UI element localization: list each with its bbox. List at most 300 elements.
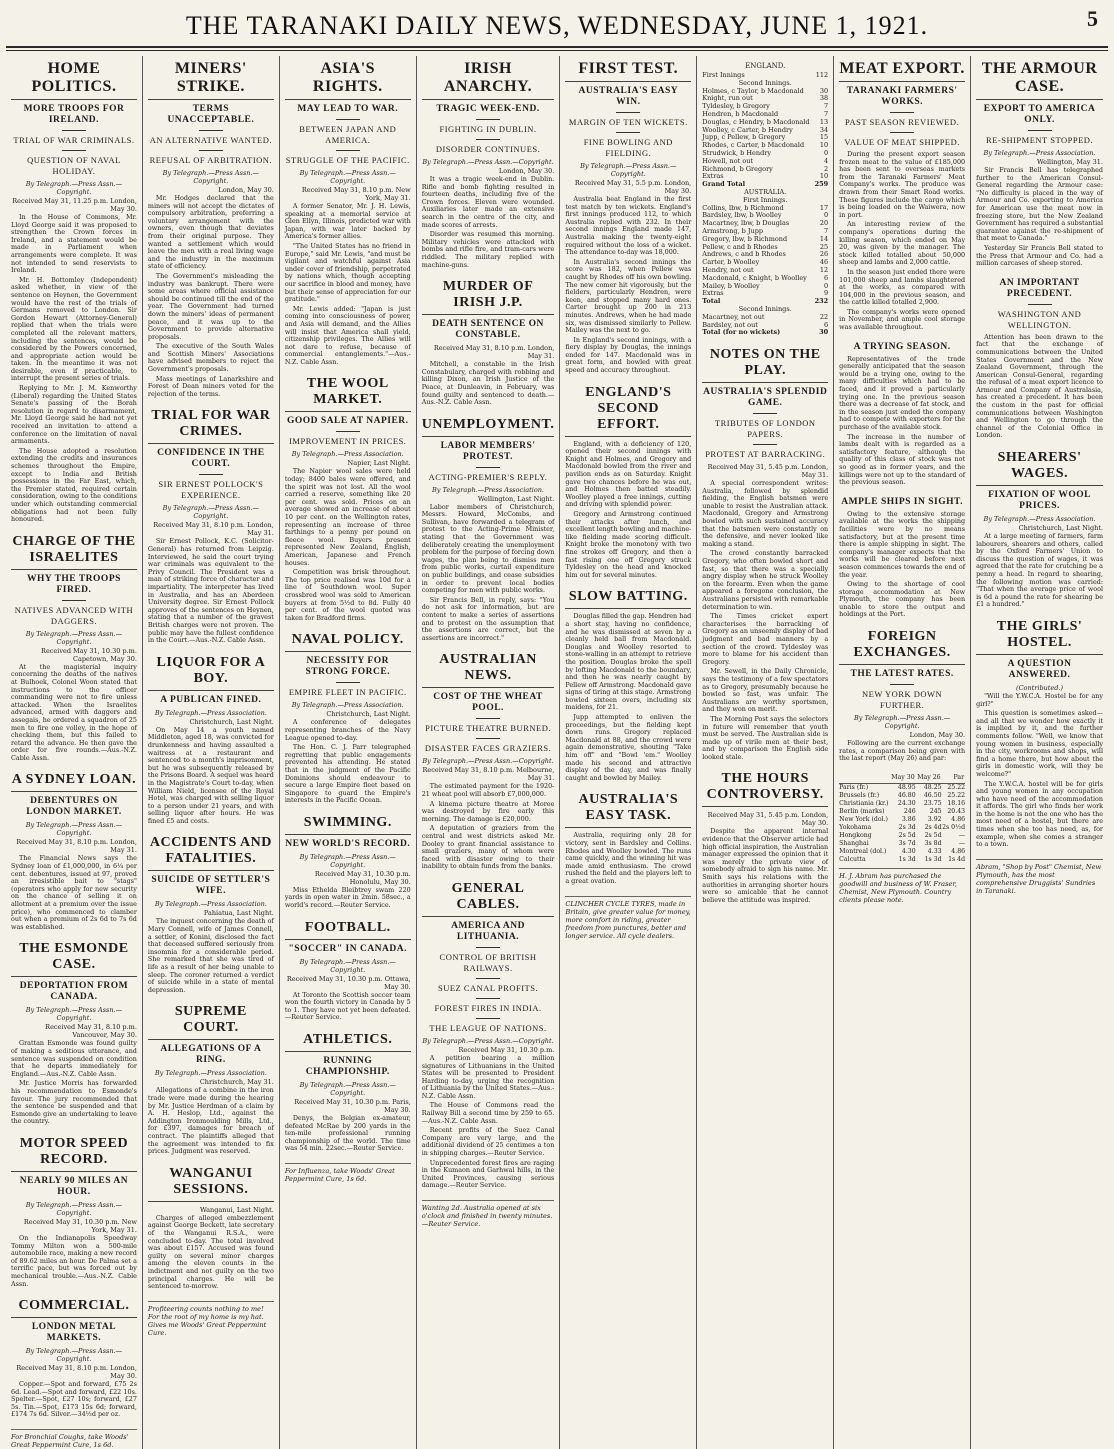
- subheading: NEARLY 90 MILES AN HOUR.: [19, 1175, 129, 1197]
- article: [285, 60, 411, 366]
- page-number: 5: [1087, 6, 1098, 31]
- paragraph: The Financial News says the Sydney loan of £1,000,000, in 6¼ per cent. debentures, issued at 97, proved an irresistible bait to "stags" (operators who apply for new security on the chance of selling it on allotment at a premium over the issue price), who commenced to clamber out when a premium of 2s 6d to 7s 6d was established.: [11, 854, 137, 931]
- divider: [476, 1018, 500, 1019]
- dateline: Received May 31, 8.10 p.m. New York, May 31.: [301, 186, 411, 202]
- subheading: PROTEST AT BARRACKING.: [705, 449, 826, 460]
- article: [11, 941, 137, 1126]
- dateline: Christchurch, Last Night.: [189, 717, 274, 726]
- paragraph: Owing to the shortage of cool storage accommodation at New Plymouth, the company has been unable to store the output and holdings at the Port.: [839, 580, 966, 619]
- advertisement: H. J. Abram has purchased the goodwill and business of W. Fraser, Chemist, New Plymouth. Country clients please note.: [839, 868, 965, 904]
- dateline: Received May 31, 10.30 p.m. Paris, May 30.: [294, 1098, 411, 1115]
- scorecard-title: ENGLAND.: [745, 62, 786, 70]
- dateline: London, May 30.: [218, 186, 274, 194]
- exchange-cell: 2s 5d: [924, 831, 942, 839]
- subheading: REFUSAL OF ARBITRATION.: [149, 155, 273, 165]
- paragraph: The inquest concerning the death of Mary Connell, wife of James Connell, a settler, of Konini, disclosed the fact that deceased suffered seriously from insomnia for a considerable period. She remarked that she was tired of life as a result of her being unable to sleep. The coroner returned a verdict of suicide while in a state of mental depression.: [147, 917, 274, 994]
- headline: LIQUOR FOR A BOY.: [148, 655, 274, 691]
- byline: By Telegraph.—Press Association.: [154, 900, 267, 909]
- divider: [336, 682, 360, 683]
- subheading: SIR ERNEST POLLOCK'S EXPERIENCE.: [158, 479, 264, 501]
- subheading: TRIAL OF WAR CRIMINALS.: [13, 135, 135, 145]
- exchange-header: [839, 773, 965, 784]
- dateline: Received May 31, 8.10 p.m. Melbourne, May 31.: [422, 766, 555, 783]
- exchange-cell: 25.22: [947, 791, 966, 799]
- batsman-runs: 0: [824, 148, 829, 157]
- exchange-cell: 2s 4d: [924, 823, 942, 831]
- advertisement: Profiteering counts nothing to me! For the root of my home is my hat. Gives me Woods' Great Peppermint Cure.: [148, 1301, 274, 1337]
- scorecard: [702, 62, 828, 337]
- divider: [62, 150, 86, 151]
- headline: FOREIGN EXCHANGES.: [839, 629, 965, 665]
- paragraph: A kinema picture theatre at Moree was destroyed by fire early this morning. The damage is £20,000.: [421, 799, 555, 823]
- paragraph: Mass meetings of Lanarkshire and Forest of Dean miners voted for the rejection of the terms.: [147, 374, 274, 398]
- advertisement: Abram, "Shop by Post" Chemist, New Plymouth, has the most comprehensive Druggists' Sundries in Taranaki.: [976, 859, 1103, 895]
- advertisement: For Bronchial Coughs, take Woods' Great Peppermint Cure, 1s 6d.: [11, 1429, 137, 1449]
- subheading: THE LEAGUE OF NATIONS.: [429, 1022, 547, 1033]
- subheading: PICTURE THEATRE BURNED.: [425, 723, 551, 734]
- headline: FOOTBALL.: [285, 920, 411, 940]
- dateline: Christchurch, Last Night.: [1018, 524, 1103, 533]
- subheading: CONFIDENCE IN THE COURT.: [157, 448, 265, 470]
- dateline: Wanganui, Last Night.: [200, 1205, 274, 1214]
- article: [148, 1166, 274, 1291]
- divider: [199, 130, 223, 131]
- divider: [616, 132, 640, 133]
- divider: [616, 112, 640, 113]
- batsman-name: Bardsley, lbw, b Woolley: [702, 211, 782, 220]
- exchange-cell: Calcutta: [839, 855, 866, 863]
- batsman-runs: 6: [824, 273, 829, 282]
- batsman-runs: 2: [824, 164, 829, 173]
- table-row: [839, 808, 965, 816]
- exchange-cell: Paris (fr.): [839, 783, 869, 791]
- paragraph: Following are the current exchange rates, a comparison being given with the last report (May 26) and par:: [839, 739, 966, 763]
- article: [565, 385, 691, 580]
- subheading: WASHINGTON AND WELLINGTON.: [997, 308, 1082, 330]
- table-row: [839, 840, 965, 848]
- article: [285, 815, 411, 910]
- headline: THE ARMOUR CASE.: [976, 60, 1103, 100]
- headline: ASIA'S RIGHTS.: [285, 60, 411, 100]
- batsman-name: Holmes, c Taylor, b Macdonald: [702, 86, 804, 95]
- subheading: DISASTER FACES GRAZIERS.: [424, 743, 552, 754]
- exchange-cell: 48.25: [923, 783, 942, 791]
- exchange-cell: Brussels (fr.): [839, 791, 880, 799]
- divider: [476, 139, 500, 140]
- dateline: Napier, Last Night.: [347, 459, 411, 468]
- paragraph: The company's works were opened in November, and ample cool storage was available throughout.: [839, 307, 966, 332]
- headline: NAVAL POLICY.: [285, 632, 411, 652]
- exchange-cell: 246: [903, 807, 916, 815]
- subheading: DEATH SENTENCE ON CONSTABLE.: [432, 319, 544, 341]
- paragraph: A conference of delegates representing branches of the Navy League opened to-day.: [284, 718, 411, 742]
- table-row: [839, 856, 965, 864]
- innings-label: Second Innings.: [738, 78, 792, 87]
- headline: ACCIDENTS AND FATALITIES.: [148, 835, 274, 871]
- paragraph: Competition was brisk throughout. The top price realised was 10d for a line of Southdown wool. Super crossbred wool was sold to American buyers at from 5½d to 8d. Fully 40 per cent. of the wool quoted was taken for Bradford firms.: [284, 568, 411, 622]
- exchange-table: [839, 773, 965, 864]
- exchange-cell: 4.86: [951, 847, 966, 855]
- dateline: London, May 30.: [909, 731, 966, 740]
- paragraph: Mitchell, a constable in the Irish Constabulary, charged with robbing and killing Dixon, an Irish Justice of the Peace, at Dunleavin, in February, was found guilty and sentenced to death.—Aus.-N.Z. Cable Assn.: [421, 360, 555, 407]
- paragraph: The House adopted a resolution extending the credits and insurances schemes throughout the Empire, except to India and British possessions in the Far East, which, the Premier stated, required certain consideration, owing to the conditions under which outstanding commercial obligations had not been fully honoured.: [11, 446, 137, 524]
- column-7: [834, 56, 971, 1449]
- batsman-name: Andrews, c and b Rhodes: [702, 250, 786, 259]
- paragraph: "The United States has no friend in Europe," said Mr. Lewis, "and must be vigilant and watchful against Asia under cover of friendship, perpetrated by nations which, though accepting our sacrifice in blood and money, have but their sense of appreciation for our gratitude.": [284, 241, 411, 304]
- paragraph: The Y.W.C.A. hostel will be for girls and young women in any occupation who have need of the accommodation it affords. The girl who finds her work in the home is not the one who has the most need of a hostel, but there are times when she too has need, as, for example, when she comes a stranger to a town.: [976, 779, 1103, 849]
- subheading: NEW YORK DOWN FURTHER.: [862, 689, 943, 711]
- subheading: SUICIDE OF SETTLER'S WIFE.: [151, 875, 271, 897]
- exchange-cell: 4.33: [927, 847, 942, 855]
- batsman-runs: 7: [824, 226, 829, 235]
- headline: MURDER OF IRISH J.P.: [422, 279, 555, 315]
- subheading: MAY LEAD TO WAR.: [297, 104, 399, 114]
- paragraph: In the season just ended there were 101,000 sheep and lambs slaughtered at the works, as compared with 104,000 in the previous season, and the cattle killed totalled 2,900.: [839, 267, 966, 307]
- divider: [476, 467, 500, 468]
- paragraph: At a large meeting of farmers, farm labourers, shearers and others, called by the Oxford Farmers' Union to discuss the question of wages, it was agreed that the rate for crutching be a penny a head. In regard to shearing, the following motion was carried: "That when the average price of wool is 6d a pound the rate for shearing be £1 a hundred.": [976, 532, 1103, 609]
- article: [422, 417, 555, 643]
- paragraph: The executive of the South Wales and Scottish Miners' Associations have advised members to reject the Government's proposals.: [147, 342, 274, 374]
- advertisement: For Influenza, take Woods' Great Peppermint Cure, 1s 6d.: [285, 1163, 411, 1183]
- exchange-cell: Christiania (kr.): [839, 799, 889, 807]
- byline: By Telegraph.—Press Assn.—Copyright.: [299, 852, 396, 869]
- paragraph: Mr. Lewis added: "Japan is just coming into consciousness of power, and Asia will demand, and the Allies will insist that America shall yield, citizenship privileges. The Allies will not dare to refuse, because of commercial entanglements."—Aus.-N.Z. Cable Assn.: [284, 304, 411, 366]
- article: [839, 342, 965, 487]
- subheading: "SOCCER" IN CANADA.: [288, 943, 408, 954]
- paragraph: Jupp attempted to enliven the proceedings, but the fielding kept down runs. Gregory replaced Macdonald at 88, and the crowd were again demonstrative, shouting "Take him off" and "Bowl 'em." Woolley made his second and attractive display of the day, and was finally caught and bowled by Mailey.: [565, 713, 692, 782]
- paragraph: Sir Francis Bell, in reply, says: "You do not ask for information, but are content to make a series of assertions and to protest on the assumption that the assertions are correct, but the assertions are incorrect.": [421, 595, 555, 642]
- headline: THE GIRLS' HOSTEL.: [976, 619, 1103, 655]
- paragraph: Gregory and Armstrong continued their attacks after lunch, and excellent length bowling and machine-like fielding made scoring difficult. Knight broke the monotony with two fine strokes off Gregory, and then a fast rising one off Gregory struck Tyldesley on the head and knocked him out for several minutes.: [565, 510, 692, 579]
- column-2: [143, 56, 280, 1449]
- subheading: DEPORTATION FROM CANADA.: [19, 981, 129, 1003]
- subheading: TRAGIC WEEK-END.: [436, 104, 540, 114]
- batsman-runs: 7: [824, 109, 829, 118]
- batsman-name: Knight, run out: [702, 94, 753, 103]
- byline: By Telegraph.—Press Assn.—Copyright.: [580, 162, 677, 178]
- paragraph: A petition bearing a million signatures of Lithuanians in the United States will be presented to President Harding to-day, urging the recognition of Lithuania by the United States.—Aus.-N.Z. Cable Assn.: [421, 1053, 555, 1100]
- article: [422, 652, 555, 871]
- article: [976, 60, 1103, 268]
- dateline: Pahiatua, Last Night.: [203, 909, 274, 918]
- innings-label: First Innings.: [742, 195, 788, 204]
- article: [422, 279, 555, 407]
- batsman-runs: 17: [819, 203, 829, 212]
- paragraph: Unprecedented forest fires are raging in the Kumaon and Garhwal hills, in the United Provinces, causing serious damage.—Reuter Service.: [421, 1158, 555, 1190]
- paragraph: The estimated payment for the 1920-21 wheat pool will absorb £7,000,000.: [421, 782, 555, 798]
- article: [11, 772, 137, 931]
- paragraph: In the House of Commons, Mr. Lloyd George said it was proposed to strengthen the Crown forces in Ireland, and a statement would be made in Parliament when arrangements were complete. It was not intended to send reservists to Ireland.: [11, 213, 137, 275]
- subheading: TRIBUTES OF LONDON PAPERS.: [714, 418, 816, 440]
- paragraph: Owing to the extensive storage available at the works the shipping facilities were by no means satisfactory, but at the present time there is ample shipping in sight. The company's manager expects that the works will be cleared before next season commences towards the end of the year.: [839, 509, 966, 579]
- table-row: [839, 824, 965, 832]
- dateline: Received May 31, 10.30 p.m. New York, May 31.: [23, 1217, 137, 1234]
- exchange-cell: Yokohama: [839, 823, 872, 831]
- subheading: LONDON METAL MARKETS.: [31, 1322, 117, 1344]
- column-4: [417, 56, 561, 1449]
- batsman-runs: 14: [819, 234, 829, 243]
- batsman-name: Hendry, not out: [702, 265, 754, 274]
- byline: By Telegraph.—Press Association.: [291, 701, 404, 710]
- paragraph: A special correspondent writes: Australia, followed by splendid fielding, the English batsmen were unable to resist the Australian attack. Macdonald, Gregory and Armstrong bowled with such sustained accuracy that the batsmen were constantly on the defensive, and never looked like making a stand.: [702, 479, 829, 548]
- subheading: EMPIRE FLEET IN PACIFIC.: [288, 687, 407, 698]
- exchange-cell: 3s 8d: [924, 839, 942, 847]
- masthead-rule-top: [6, 46, 1108, 48]
- byline: By Telegraph.—Press Assn.—Copyright.: [422, 1036, 554, 1045]
- paragraph: A former Senator, Mr. J. H. Lewis, speaking at a memorial service at Glen Ellyn, Illinois, predicted war with Japan, with war later backed by America's former allies.: [284, 202, 411, 241]
- table-row: [839, 832, 965, 840]
- column-8: [971, 56, 1108, 1449]
- exchange-cell: 245: [929, 807, 942, 815]
- batsman-runs: 0: [824, 211, 829, 220]
- dateline: Wellington, Last Night.: [477, 494, 555, 503]
- byline: By Telegraph.—Press Assn.—Copyright.: [25, 180, 123, 196]
- subheading: BETWEEN JAPAN AND AMERICA.: [299, 124, 397, 145]
- paragraph: Mr. Sewell, in the Daily Chronicle, says the testimony of a few spectators as to Gregory, presumably because he bowled so fast, was unfair. The Australians are worthy sportsmen, and they won on merit.: [702, 667, 829, 714]
- exchange-cell: 25.22: [947, 783, 966, 791]
- paragraph: Douglas filled the gap. Hendren had a short stay, having no confidence, and he was dismissed at seven by a cleanly held ball from Macdonald. Douglas and Woolley resorted to stone-walling in an attempt to retrieve the position. Douglas broke the spell by lofting Macdonald to the boundary, and then he was nearly caught by Pellew off Armstrong. Macdonald gave signs of tiring at this stage. Armstrong bowled sixteen overs, including six maidens, for 21.: [565, 612, 692, 712]
- divider: [1028, 130, 1052, 131]
- divider: [62, 600, 86, 601]
- headline: SLOW BATTING.: [565, 589, 691, 609]
- batsman-name: Macartney, not out: [702, 312, 765, 321]
- paragraph: The increase in the number of lambs dealt with is regarded as a satisfactory feature, although the quality of this class of stock was not so good as in former years, and the killings were not up to the standard of the previous season.: [839, 432, 966, 487]
- paragraph: Sir Francis Bell has telegraphed further to the American Consul-General regarding the Armour case: "No difficulty is placed in the way of Armour and Co. exporting to America for American use the meat now in freezing store, but the New Zealand Government has required a substantial guarantee against the re-shipment of that meat to Canada.": [976, 166, 1104, 243]
- exchange-cell: —: [958, 839, 966, 847]
- divider: [476, 738, 500, 739]
- subheading: FIXATION OF WOOL PRICES.: [988, 490, 1091, 512]
- paragraph: Grattan Esmonde was found guilty of making a seditious utterance, and sentence was suspended on condition that he departs immediately for England.—Aus.-N.Z. Cable Assn.: [11, 1039, 137, 1078]
- batsman-name: Extras: [702, 172, 724, 181]
- paragraph: The Hon. C. J. Parr telegraphed regretting that public engagements prevented his attending. He stated that in the judgment of the Pacific Dominions should endeavour to secure a large Empire fleet based on Singapore to guard the Empire's interests in the Pacific Ocean.: [284, 743, 411, 805]
- batsman-runs: 232: [814, 297, 829, 306]
- article: [565, 60, 691, 375]
- paragraph: It was a tragic week-end in Dublin. Rifle and bomb fighting resulted in fourteen deaths, including five of the Crown forces. Eleven were wounded. Auxiliaries later made an extensive search in the centre of the city, and made scores of arrests.: [421, 175, 555, 229]
- paragraph: At Toronto the Scottish soccer team won the fourth victory in Canada by 5 to 1. They have not yet been defeated.—Reuter Service.: [284, 990, 411, 1022]
- table-row: [839, 783, 965, 792]
- subheading: STRUGGLE OF THE PACIFIC.: [285, 155, 410, 165]
- divider: [476, 119, 500, 120]
- article: [422, 881, 555, 1190]
- paragraph: Copper.—Spot and forward, £75 2s 6d. Lead.—Spot and forward, £22 10s. Spelter.—Spot, £27 10s; forward, £27 5s. Tin.—Spot, £173 15s 6d; forward, £174 7s 6d. Silver.—34½d per oz.: [11, 1380, 137, 1419]
- innings-label: Second Innings.: [738, 304, 792, 313]
- paragraph: In England's second innings, with a fiery display by Douglas, the innings ended for 147. Macdonald was in great form, and bowled with great speed and accuracy throughout.: [565, 335, 692, 375]
- subheading: TARANAKI FARMERS' WORKS.: [846, 86, 958, 107]
- advertisement: CLINCHER CYCLE TYRES, made in Britain, give greater value for money, more comfort in riding, greater freedom from punctures, better and longer service. All cycle dealers.: [565, 896, 691, 940]
- exchange-cell: 20.43: [947, 807, 966, 815]
- exchange-cell: 2s 3d: [898, 823, 916, 831]
- batsman-runs: 30: [819, 328, 829, 337]
- subheading: GOOD SALE AT NAPIER.: [286, 416, 409, 427]
- subheading: VALUE OF MEAT SHIPPED.: [844, 137, 960, 147]
- article: [148, 60, 274, 398]
- dateline: Received May 31, 5.45 p.m. London, May 30.: [707, 811, 829, 828]
- article: [148, 1004, 274, 1155]
- subheading: QUESTION OF NAVAL HOLIDAY.: [27, 155, 121, 176]
- paragraph: A deputation of graziers from the central and west districts asked Mr. Dooley to grant financial assistance to small graziers, many of whom were faced with disaster owing to their inability to obtain funds from the banks.: [421, 824, 555, 871]
- exchange-cell: Berlin (marks): [839, 807, 885, 815]
- exchange-cell: 2s 0½d: [942, 823, 966, 831]
- batsman-name: Armstrong, b Jupp: [702, 226, 764, 235]
- byline: By Telegraph.—Press Association.: [983, 149, 1096, 157]
- dateline: Wellington, May 31.: [1036, 158, 1103, 166]
- byline: By Telegraph.—Press Assn.—Copyright.: [25, 1200, 123, 1217]
- headline: MEAT EXPORT.: [839, 60, 965, 82]
- article: [11, 534, 137, 763]
- exchange-cell: —: [958, 831, 966, 839]
- paragraph: The Morning Post says the selectors in future will remember that youth must be served. The Australian side is made up of virile men at their best, and by comparison the English side looked stale.: [702, 714, 829, 761]
- article: [148, 835, 274, 994]
- masthead-title: THE TARANAKI DAILY NEWS, WEDNESDAY, JUNE 1, 1921.: [185, 11, 929, 40]
- byline: By Telegraph.—Press Assn.—Copyright.: [422, 158, 554, 166]
- dateline: Received May 31, 8.10 p.m. London, May 31.: [433, 344, 555, 361]
- exchange-cell: 18.16: [947, 799, 966, 807]
- subheading: AUSTRALIA'S EASY WIN.: [578, 86, 679, 107]
- innings-label: AUSTRALIA.: [744, 187, 787, 196]
- headline: WANGANUI SESSIONS.: [148, 1166, 274, 1202]
- dateline: Christchurch, Last Night.: [326, 710, 411, 719]
- byline: By Telegraph.—Press Assn.—Copyright.: [422, 757, 554, 766]
- headline: FIRST TEST.: [565, 60, 691, 82]
- article: [976, 450, 1103, 609]
- subheading: TERMS UNACCEPTABLE.: [167, 104, 255, 125]
- table-row: [702, 290, 828, 298]
- batsman-runs: 25: [819, 242, 829, 251]
- article: [11, 1136, 137, 1288]
- exchange-cell: 1s 3d: [898, 855, 916, 863]
- subheading: MARGIN OF TEN WICKETS.: [568, 117, 688, 127]
- byline: By Telegraph.—Press Association.: [154, 708, 267, 717]
- paragraph: On May 14 a youth named Middleton, aged 18, was convicted for drunkenness and having assaulted a waitress at a restaurant and sentenced to a month's imprisonment, but he was subsequently released by the Prisons Board. A sequel was heard in the Magistrate's Court to-day, when William Nield, licensee of the Royal Hotel, was charged with selling liquor to a person under 21 years, and with selling liquor after hours. He was fined £5 and costs.: [147, 725, 274, 825]
- divider: [336, 119, 360, 120]
- paragraph: Sir Ernest Pollock, K.C. (Solicitor-General) has returned from Leipzig. Interviewed, he said the court trying war criminals was equivalent to the Privy Council. The President was a man of striking force of character and impartiality. The interpreter has lived in Australia, and has an Aberdeen University degree. Sir Ernest Pollock approves of the sentences on Heynen, stating that a number of the gravest British charges were not proven. The public may have the fullest confidence in the Court.—Aus.-N.Z. Cable Assn.: [147, 537, 274, 645]
- article: [285, 376, 411, 622]
- batsman-runs: 12: [819, 265, 829, 274]
- dateline: Received May 31, 8.10 p.m. London, May 31.: [153, 521, 274, 538]
- column-3: [280, 56, 417, 1449]
- batsman-name: Bardsley, not out: [702, 320, 758, 329]
- subheading: FOREST FIRES IN INDIA.: [434, 1002, 542, 1013]
- headline: AUSTRALIA'S EASY TASK.: [565, 792, 691, 828]
- exchange-cell: Montreal (dol.): [839, 847, 887, 855]
- headline: SUPREME COURT.: [148, 1004, 274, 1040]
- divider: [890, 684, 914, 685]
- paragraph: Labor members of Christchurch, Messrs. Howard, McCombs, and Sullivan, have forwarded a telegram of protest to the Acting-Prime Minister, stating that the Government was deliberately creating the unemployment problem for the purpose of forcing down wages, the plan being to dismiss men from public works, curtail expenditure on public buildings, and cease subsidies in order to prevent local bodies competing for men with public works.: [421, 502, 555, 595]
- paragraph: During the present export season frozen meat to the value of £185,000 has been sent to overseas markets from the Taranaki Farmers' Meat Company's works. The produce was drawn from their Smart Road works. These figures include the cargo which is being loaded on the Waiwera, now in port.: [839, 150, 966, 219]
- batsman-name: Woolley, c Carter, b Hendry: [702, 125, 793, 134]
- divider: [476, 978, 500, 979]
- headline: ENGLAND'S SECOND EFFORT.: [565, 385, 691, 437]
- article: [11, 1298, 137, 1419]
- batsman-name: Total (for no wickets): [702, 328, 781, 337]
- batsman-name: Gregory, lbw, b Richmond: [702, 234, 788, 243]
- divider: [753, 413, 777, 414]
- batsman-runs: 15: [819, 133, 829, 142]
- byline: By Telegraph.—Press Association.: [154, 1069, 267, 1078]
- subheading: NEW WORLD'S RECORD.: [285, 838, 411, 849]
- table-row: [839, 848, 965, 856]
- batsman-runs: 34: [819, 125, 829, 134]
- column-5: [560, 56, 697, 1449]
- paragraph: England, with a deficiency of 120, opened their second innings with Knight and Holmes, and Gregory and Macdonald bowled from the river and pavilion ends as on Saturday. Knight gave two chances before he was out, and Holmes then batted steadily. Woolley played a free innings, cutting and driving with splendid power.: [565, 439, 692, 509]
- exchange-cell: 3s 7d: [898, 839, 916, 847]
- batsman-name: Hendren, b Macdonald: [702, 109, 779, 118]
- subheading: AN IMPORTANT PRECEDENT.: [999, 277, 1080, 299]
- exchange-cell: New York (dol.): [839, 815, 888, 823]
- batsman-name: Pellew, c and b Rhodes: [702, 242, 778, 251]
- aus-second-total-row: [702, 329, 828, 337]
- exchange-cell: 48.95: [897, 783, 916, 791]
- paragraph: An interesting review of the company's operations during the killing season, which ended on May 20, was given by the manager. The stock killed totalled about 50,000 sheep and lambs and 2,000 cattle.: [839, 220, 966, 267]
- article: [148, 408, 274, 644]
- article: [976, 619, 1103, 849]
- headline: ATHLETICS.: [285, 1032, 411, 1052]
- byline: By Telegraph.—Press Assn.—Copyright.: [25, 821, 123, 838]
- divider: [62, 130, 86, 131]
- headline: AUSTRALIAN NEWS.: [422, 652, 555, 688]
- divider: [476, 947, 500, 948]
- batsman-runs: 7: [824, 102, 829, 111]
- byline: By Telegraph.—Press Assn.—Copyright.: [162, 504, 260, 521]
- batsman-name: Grand Total: [702, 180, 746, 189]
- byline: By Telegraph.—Press Association.: [291, 450, 404, 459]
- paragraph: Mr. Justice Morris has forwarded his recommendation to Esmonde's favour. The jury recommended that the sentence be suspended and that Esmonde give an undertaking to leave the country.: [11, 1079, 137, 1126]
- subheading: A TRYING SEASON.: [853, 341, 951, 352]
- dateline: Received May 31, 8.10 p.m. London, May 30.: [16, 1364, 137, 1381]
- paragraph: Disorder was resumed this morning. Military vehicles were attacked with bombs and rifle fire, and tram-cars were riddled. The military replied with machine-guns.: [421, 230, 555, 269]
- batsman-runs: 38: [819, 94, 829, 103]
- paragraph: Australia beat England in the first test match by ten wickets. England's first innings produced 112, to which Australia replied with 232. In their second innings England made 147, Australia making the twenty-eight required without the loss of a wicket. The attendance to-day was 18,000.: [565, 195, 692, 257]
- paragraph: Replying to Mr. J. M. Kenworthy (Liberal) regarding the United States Senate's passing of the Borah resolution in regard to disarmament, Mr. Lloyd George said he had not yet received an invitation to attend a conference on the limitation of naval armaments.: [11, 384, 137, 446]
- article: [285, 1032, 411, 1153]
- subheading: IMPROVEMENT IN PRICES.: [289, 436, 407, 447]
- paragraph: Australia, requiring only 28 for victory, sent in Bardsley and Collins. Rhodes and Woolley bowled. The runs came quickly, and the winning hit was made amid enthusiasm. The crowd rushed the field and the players left to a great ovation.: [565, 831, 692, 885]
- exchange-col-header: May 26: [916, 773, 942, 784]
- batsman-name: Extras: [702, 289, 724, 298]
- headline: IRISH ANARCHY.: [422, 60, 555, 100]
- divider: [890, 132, 914, 133]
- batsman-name: Douglas, c Hendry, b Macdonald: [702, 117, 810, 126]
- divider: [890, 112, 914, 113]
- exchange-col-header: Par: [942, 773, 966, 784]
- table-row: [839, 792, 965, 800]
- exchange-col-header: May 30: [890, 773, 916, 784]
- article: [839, 60, 965, 332]
- batsman-runs: 10: [819, 141, 829, 150]
- dateline: Received May 31, 8.10 p.m. London, May 31.: [16, 838, 137, 855]
- divider: [199, 474, 223, 475]
- byline: By Telegraph.—Press Assn.—Copyright.: [853, 714, 951, 731]
- paragraph: At the magisterial inquiry concerning the deaths of the natives at Bulhoek, Colonel Woon stated that instructions to the officer commanding were not to fire unless attacked. When the Israelites advanced, armed with daggers and assegais, he ordered a squadron of 25 men to fire one volley, in the hope of checking them, but this failed to retard the advance. He then gave the order for five rounds.—Aus.-N.Z. Cable Assn.: [11, 662, 137, 762]
- batsman-runs: 259: [814, 180, 829, 189]
- exchange-cell: 3.92: [927, 815, 942, 823]
- advertisement: Wanting 2d. Australia opened at six o'clock and finished in twenty minutes.—Reuter Service.: [422, 1200, 555, 1228]
- article: [148, 655, 274, 826]
- headline: UNEMPLOYMENT.: [422, 417, 555, 437]
- article: [285, 920, 411, 1022]
- batsman-runs: 0: [824, 281, 829, 290]
- headline: CHARGE OF THE ISRAELITES: [11, 534, 137, 570]
- batsman-name: Macdonald, c Knight, b Woolley: [702, 273, 807, 282]
- paragraph: Charges of alleged embezzlement against George Beckett, late secretary of the Wanganui R.S.A., were concluded to-day. The total involved was about £157. Accused was found guilty on several minor charges among the eleven counts in the indictment and not guilty on the two principal charges. He will be sentenced to-morrow.: [147, 1213, 274, 1291]
- subheading: MORE TROOPS FOR IRELAND.: [23, 104, 125, 125]
- exchange-cell: 4.86: [951, 815, 966, 823]
- batsman-name: Mailey, b Woolley: [702, 281, 760, 290]
- article: [11, 60, 137, 524]
- subheading: ALLEGATIONS OF A RING.: [160, 1044, 262, 1066]
- article: [285, 632, 411, 805]
- paragraph: The Times cricket expert characterises the barracking of Gregory as an unseemly display of bad judgment and bad manners by a section of the crowd. Tyldesley was more to blame for his accident than Gregory.: [702, 612, 829, 666]
